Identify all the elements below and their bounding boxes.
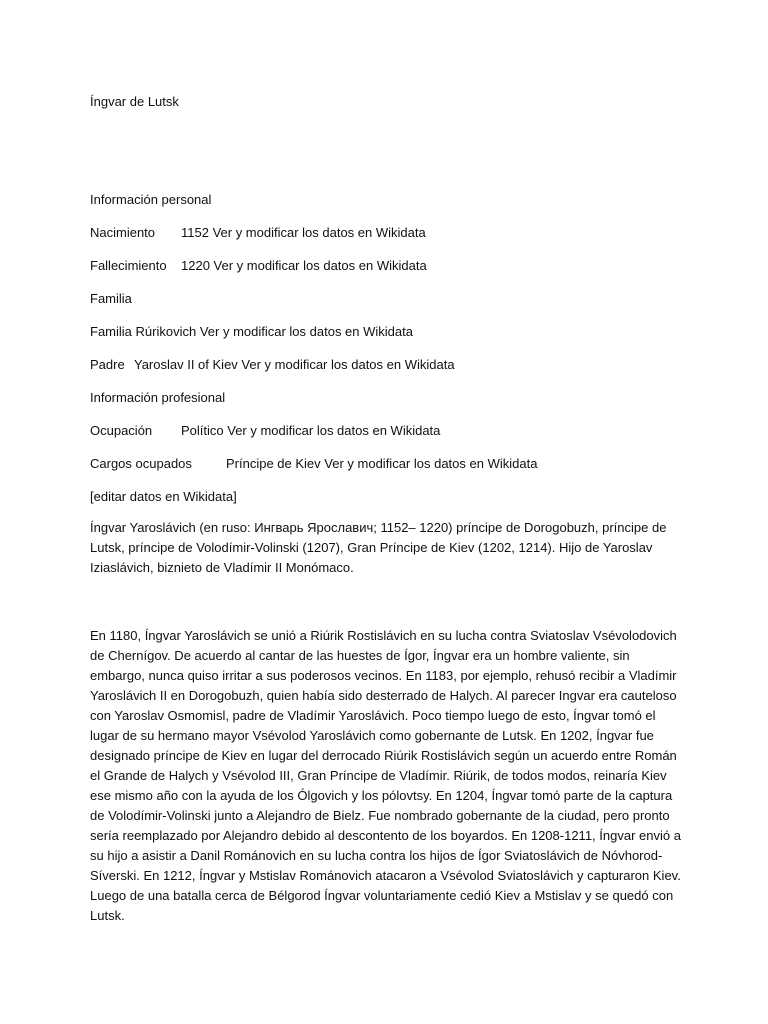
row-familia-heading: Familia (90, 291, 132, 306)
row-fallecimiento (90, 258, 427, 274)
row-value: Yaroslav II of Kiev Ver y modificar los datos en Wikidata (134, 357, 455, 372)
row-padre (90, 357, 455, 373)
row-cargos (90, 456, 538, 472)
row-label: Ocupación (90, 423, 153, 438)
row-nacimiento (90, 225, 426, 241)
row-label: Padre (90, 357, 125, 372)
row-value: Príncipe de Kiev Ver y modificar los datos en Wikidata (226, 456, 538, 471)
row-familia (90, 324, 413, 340)
row-value: 1152 Ver y modificar los datos en Wikidata (181, 225, 426, 240)
section-personal-heading: Información personal (90, 192, 212, 207)
row-value: Rúrikovich Ver y modificar los datos en Wikidata (135, 324, 413, 339)
section-professional-heading: Información profesional (90, 390, 226, 405)
row-label: Familia (90, 324, 132, 339)
body-paragraph: En 1180, Íngvar Yaroslávich se unió a Riúrik Rostislávich en su lucha contra Sviatoslav Vsévolodovich de Chernígov. De acuerdo al cantar de las huestes de Ígor, Íngvar era un hombre valiente, sin embargo, nunca quiso irritar a sus poderosos vecinos. En 1183, por ejemplo, rehusó recibir a Vladímir Yaroslávich II en Dorogobuzh, quien había sido desterrado de Halych. Al parecer Ingvar era cauteloso con Yaroslav Osmomisl, padre de Vladímir Yaroslávich. Poco tiempo luego de esto, Íngvar tomó el lugar de su hermano mayor Vsévolod Yaroslávich como gobernante de Lutsk. En 1202, Íngvar fue designado príncipe de Kiev en lugar del derrocado Riúrik Rostislávich según un acuerdo entre Román el Grande de Halych y Vsévolod III, Gran Príncipe de Vladímir. Riúrik, de todos modos, reinaría Kiev ese mismo año con la ayuda de los Ólgovich y los pólovtsy. En 1204, Íngvar tomó parte de la captura de Volodímir-Volinski junto a Alejandro de Bielz. Fue nombrado gobernante de la ciudad, pero pronto sería reemplazado por Alejandro debido al descontento de los boyardos. En 1208-1211, Íngvar envió a su hijo a asistir a Danil Románovich en su lucha contra los hijos de Ígor Sviatoslávich de Nóvhorod-Síverski. En 1212, Íngvar y Mstislav Románovich atacaron a Vsévolod Sviatoslávich y capturaron Kiev. Luego de una batalla cerca de Bélgorod Íngvar voluntariamente cedió Kiev a Mstislav y se quedó con Lutsk. (90, 628, 681, 923)
row-ocupacion (90, 423, 441, 439)
document-title: Íngvar de Lutsk (90, 94, 179, 109)
row-value: Político Ver y modificar los datos en Wikidata (181, 423, 441, 438)
row-label: Fallecimiento (90, 258, 167, 273)
edit-wikidata-link[interactable]: [editar datos en Wikidata] (90, 489, 237, 504)
row-value: 1220 Ver y modificar los datos en Wikidata (181, 258, 427, 273)
row-label: Cargos ocupados (90, 456, 192, 471)
intro-paragraph: Íngvar Yaroslávich (en ruso: Ингварь Ярославич; 1152– 1220) príncipe de Dorogobuzh, príncipe de Lutsk, príncipe de Volodímir-Volinski (1207), Gran Príncipe de Kiev (1202, 1214). Hijo de Yaroslav Iziaslávich, biznieto de Vladímir II Monómaco. (90, 520, 667, 575)
row-label: Nacimiento (90, 225, 156, 240)
